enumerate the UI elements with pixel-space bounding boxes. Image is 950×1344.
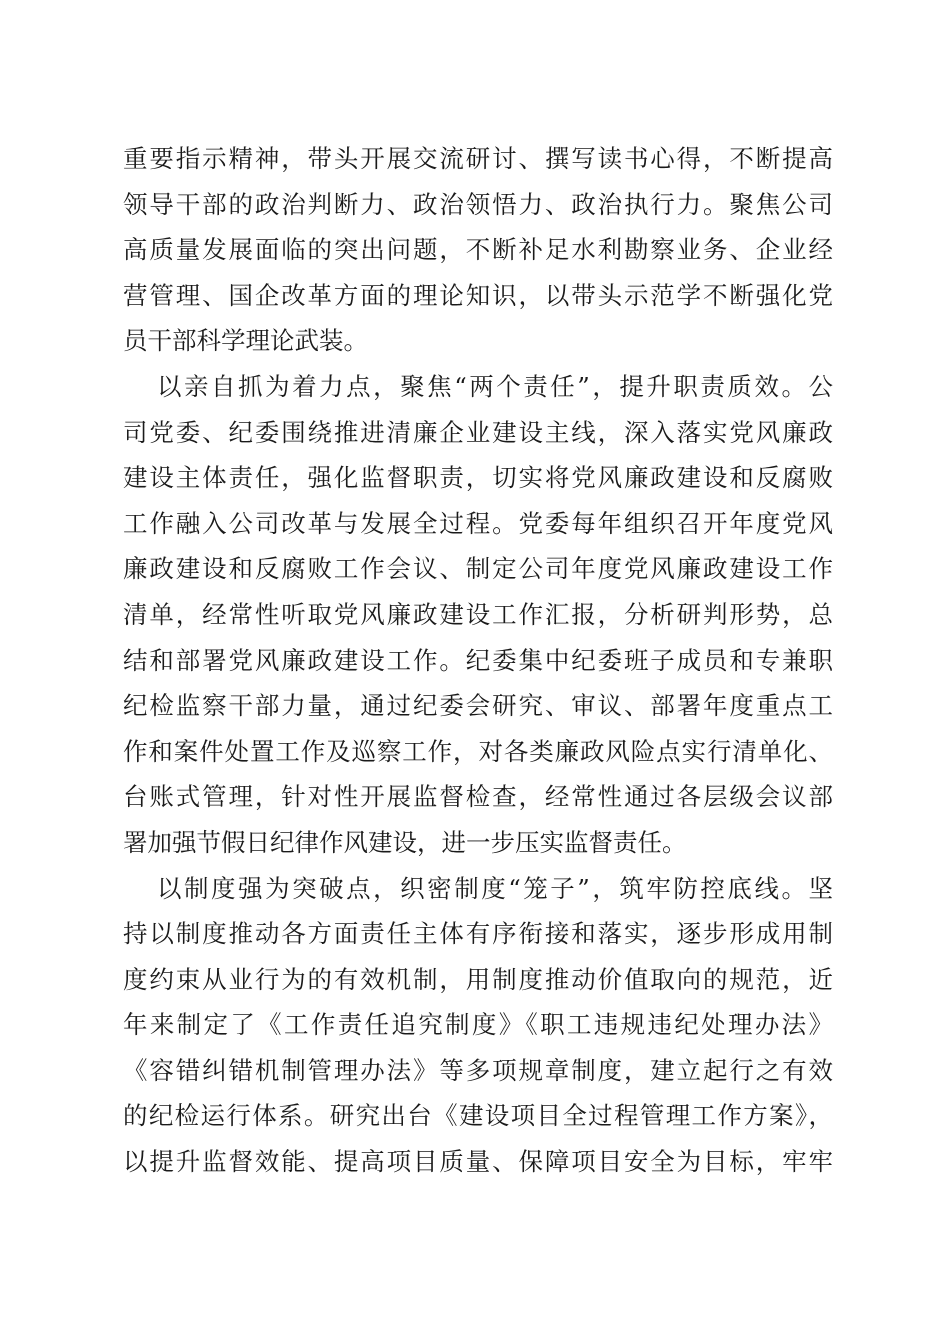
- paragraph-3-line-6: 的纪检运行体系。研究出台《建设项目全过程管理工作方案》，: [123, 1101, 833, 1131]
- paragraph-2-line-9: 作和案件处置工作及巡察工作，对各类廉政风险点实行清单化、: [123, 736, 833, 766]
- paragraph-1-line-3: 高质量发展面临的突出问题，不断补足水利勘察业务、企业经: [123, 235, 833, 265]
- paragraph-2-line-8: 纪检监察干部力量，通过纪委会研究、审议、部署年度重点工: [123, 691, 833, 721]
- paragraph-2-line-5: 廉政建设和反腐败工作会议、制定公司年度党风廉政建设工作: [123, 554, 833, 584]
- paragraph-1-line-5: 员干部科学理论武装。: [123, 326, 368, 356]
- document-body: [123, 136, 833, 1185]
- paragraph-2-line-7: 结和部署党风廉政建设工作。纪委集中纪委班子成员和专兼职: [123, 645, 833, 675]
- paragraph-2-line-3: 建设主体责任，强化监督职责，切实将党风廉政建设和反腐败: [123, 463, 833, 493]
- paragraph-1-line-2: 领导干部的政治判断力、政治领悟力、政治执行力。聚焦公司: [123, 189, 833, 219]
- paragraph-3-line-4: 年来制定了《工作责任追究制度》《职工违规违纪处理办法》: [123, 1010, 833, 1040]
- paragraph-3-line-7: 以提升监督效能、提高项目质量、保障项目安全为目标，牢牢: [123, 1147, 833, 1177]
- paragraph-3-line-1: 以制度强为突破点，织密制度“笼子”，筑牢防控底线。坚: [157, 873, 833, 903]
- paragraph-3-line-5: 《容错纠错机制管理办法》等多项规章制度，建立起行之有效: [123, 1055, 833, 1085]
- paragraph-2-line-2: 司党委、纪委围绕推进清廉企业建设主线，深入落实党风廉政: [123, 417, 833, 447]
- paragraph-2-line-1: 以亲自抓为着力点，聚焦“两个责任”，提升职责质效。公: [157, 371, 833, 401]
- paragraph-3-line-2: 持以制度推动各方面责任主体有序衔接和落实，逐步形成用制: [123, 919, 833, 949]
- paragraph-1-line-4: 营管理、国企改革方面的理论知识，以带头示范学不断强化党: [123, 280, 833, 310]
- paragraph-2-line-6: 清单，经常性听取党风廉政建设工作汇报，分析研判形势，总: [123, 599, 833, 629]
- paragraph-2-line-11: 署加强节假日纪律作风建设，进一步压实监督责任。: [123, 827, 687, 857]
- paragraph-1-line-1: 重要指示精神，带头开展交流研讨、撰写读书心得，不断提高: [123, 144, 833, 173]
- paragraph-2-line-10: 台账式管理，针对性开展监督检查，经常性通过各层级会议部: [123, 782, 833, 812]
- paragraph-3-line-3: 度约束从业行为的有效机制，用制度推动价值取向的规范，近: [123, 964, 833, 994]
- paragraph-2-line-4: 工作融入公司改革与发展全过程。党委每年组织召开年度党风: [123, 508, 833, 538]
